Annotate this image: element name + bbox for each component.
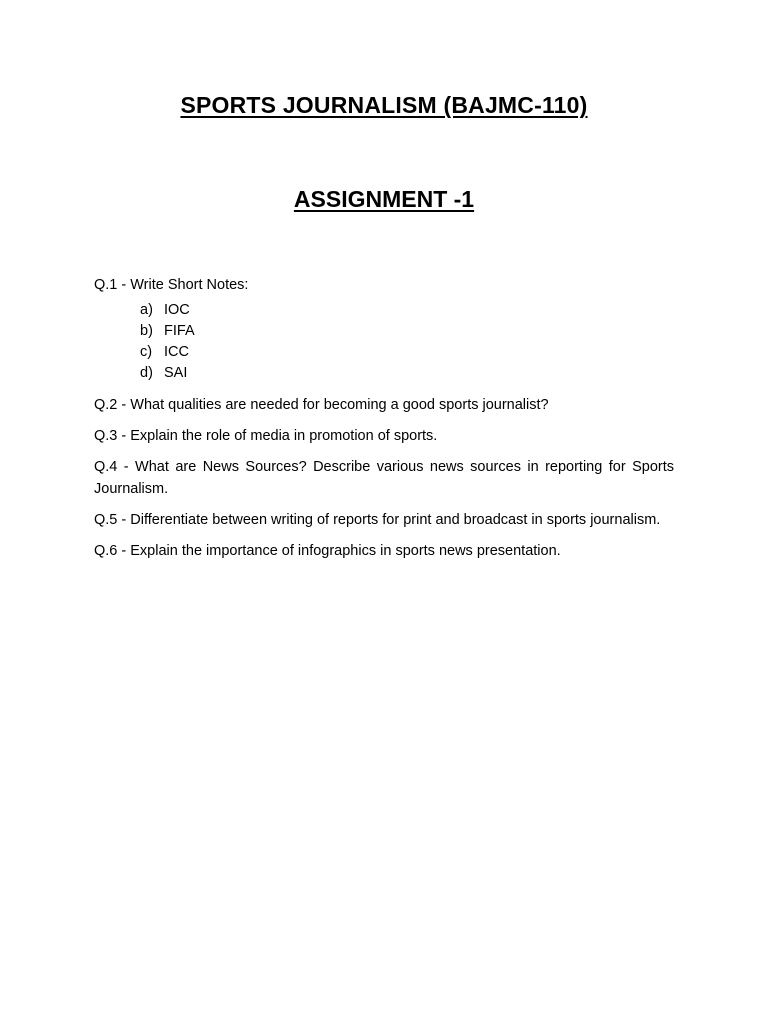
question-label: Q.1 — [94, 277, 118, 293]
question-label: Q.3 — [94, 428, 118, 444]
question-label: Q.2 — [94, 397, 118, 413]
question-3 — [94, 425, 674, 447]
question-label: Q.5 — [94, 512, 118, 528]
list-item-text: IOC — [164, 302, 190, 318]
list-item-text: FIFA — [164, 323, 195, 339]
list-item-text: ICC — [164, 344, 189, 360]
question-text: - Explain the importance of infographics in sports news presentation. — [117, 543, 561, 559]
question-label: Q.4 — [94, 459, 118, 475]
question-4 — [94, 456, 674, 500]
list-item-marker: a) — [140, 302, 153, 318]
question-5 — [94, 509, 674, 531]
document-title — [0, 92, 768, 119]
list-item — [140, 300, 674, 321]
question-text: - Explain the role of media in promotion of sports. — [117, 428, 438, 444]
list-item-marker: d) — [140, 365, 153, 381]
list-item — [140, 342, 674, 363]
question-1-subitems — [94, 300, 674, 384]
list-item-text: SAI — [164, 365, 188, 381]
question-text: - What qualities are needed for becoming a good sports journalist? — [117, 397, 549, 413]
list-item — [140, 363, 674, 384]
question-2 — [94, 394, 674, 416]
list-item-marker: b) — [140, 323, 153, 339]
list-item — [140, 321, 674, 342]
question-label: Q.6 — [94, 543, 118, 559]
question-6 — [94, 540, 674, 562]
question-text: - Differentiate between writing of reports for print and broadcast in sports journalism. — [117, 512, 661, 528]
question-list — [94, 274, 674, 571]
assignment-heading — [0, 186, 768, 213]
question-1 — [94, 274, 674, 296]
question-text: - What are News Sources? Describe various news sources in reporting for Sports Journalism. — [94, 459, 674, 497]
list-item-marker: c) — [140, 344, 153, 360]
document-title-text: SPORTS JOURNALISM (BAJMC-110) — [180, 92, 588, 118]
question-text: - Write Short Notes: — [117, 277, 249, 293]
assignment-heading-text: ASSIGNMENT -1 — [293, 186, 475, 212]
